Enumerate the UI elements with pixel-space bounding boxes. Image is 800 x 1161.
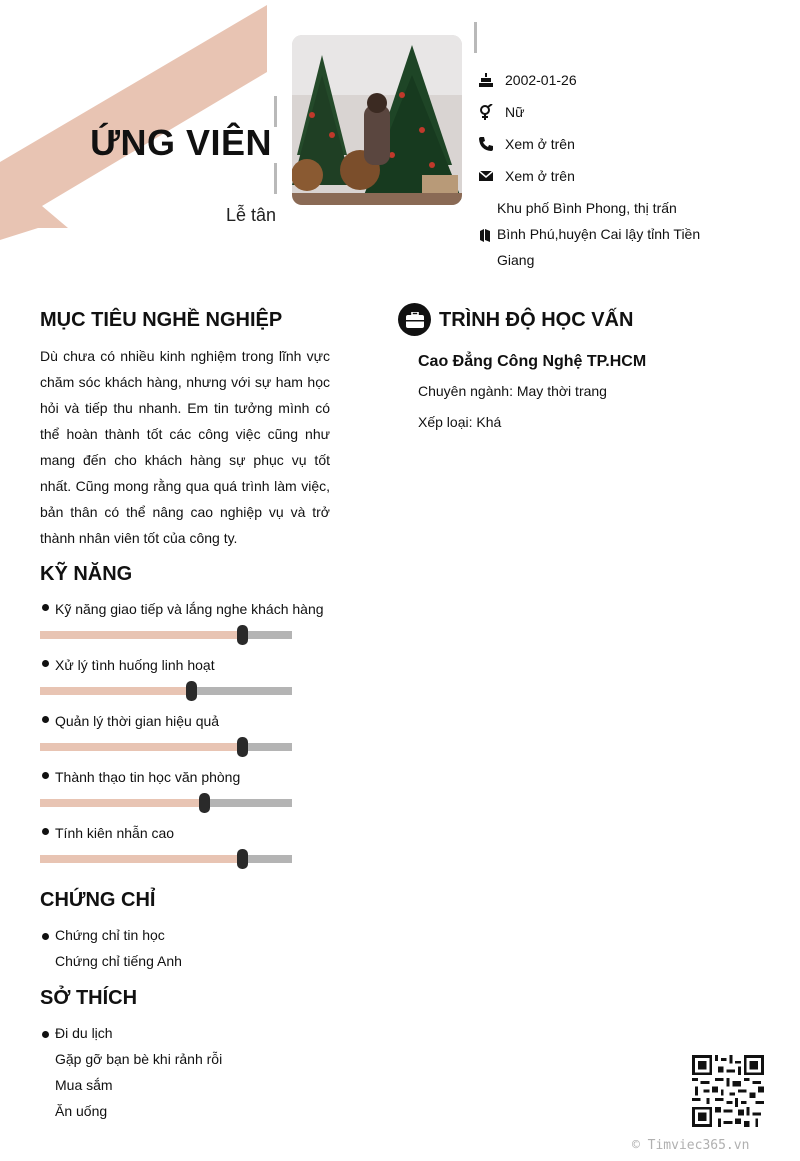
header-divider-top [274,96,277,127]
briefcase-icon [398,303,431,336]
profile-photo [292,35,462,205]
hobby-item: Gặp gỡ bạn bè khi rảnh rỗi [55,1051,223,1067]
bullet-icon [42,604,49,611]
candidate-name: ỨNG VIÊN [90,122,272,163]
email-text: Xem ở trên [505,168,575,184]
bullet-icon [42,828,49,835]
qr-code-icon [692,1055,764,1127]
header-divider-bottom [274,163,277,194]
gender-icon [478,104,494,120]
hobby-item: Ăn uống [55,1103,108,1119]
hobby-item: Mua sắm [55,1077,113,1093]
certificate-item: Chứng chỉ tiếng Anh [55,953,182,969]
skill-bar-fill [40,687,191,695]
skill-bar [40,743,292,751]
certificate-item: Chứng chỉ tin học [55,927,165,943]
skill-bar-knob [237,625,248,645]
birthday-text: 2002-01-26 [505,72,577,88]
skill-bar-fill [40,799,204,807]
skill-name: Xử lý tình huống linh hoạt [55,657,215,673]
hobbies-title: SỞ THÍCH [40,987,138,1009]
contact-email [478,168,575,184]
skill-bar [40,631,292,639]
bullet-icon [42,772,49,779]
skill-name: Tính kiên nhẫn cao [55,825,175,841]
phone-icon [478,136,494,152]
skill-bar-fill [40,855,242,863]
bullet-icon [42,660,49,667]
contact-divider [474,22,477,53]
skill-bar [40,687,292,695]
address-line-1: Khu phố Bình Phong, thị trấn [497,200,677,216]
certificates-title: CHỨNG CHỈ [40,889,156,911]
cake-icon [478,72,494,88]
contact-phone [478,136,575,152]
contact-birthday [478,72,577,88]
skills-title: KỸ NĂNG [40,563,133,585]
skill-name: Kỹ năng giao tiếp và lắng nghe khách hàng [55,601,324,617]
skill-bar [40,855,292,863]
bullet-icon [42,1031,49,1038]
skill-name: Thành thạo tin học văn phòng [55,769,241,785]
contact-gender [478,104,524,120]
bullet-icon [42,716,49,723]
education-rank: Xếp loại: Khá [418,414,502,430]
hobby-item: Đi du lịch [55,1025,113,1041]
education-school: Cao Đẳng Công Nghệ TP.HCM [418,353,647,370]
address-line-2: Bình Phú,huyện Cai lậy tỉnh Tiền [497,226,701,242]
mail-icon [478,169,494,183]
skill-bar-knob [199,793,210,813]
map-icon [480,229,490,242]
skill-bar [40,799,292,807]
address-line-3: Giang [497,252,535,268]
objective-title: MỤC TIÊU NGHỀ NGHIỆP [40,309,283,331]
education-title: TRÌNH ĐỘ HỌC VẤN [439,309,634,331]
education-major: Chuyên ngành: May thời trang [418,383,607,399]
phone-text: Xem ở trên [505,136,575,152]
header-banner [0,0,280,240]
skill-bar-fill [40,631,242,639]
skill-bar-fill [40,743,242,751]
gender-text: Nữ [505,104,525,120]
skill-name: Quản lý thời gian hiệu quả [55,713,220,729]
bullet-icon [42,933,49,940]
watermark: © Timviec365.vn [632,1138,750,1153]
objective-text: Dù chưa có nhiều kinh nghiệm trong lĩnh vực chăm sóc khách hàng, nhưng với sự ham học hỏi và tiếp thu nhanh. Em tin tưởng mình có thể hoàn thành tốt các công việc cũng như mang đến cho khách hàng sự phục vụ tốt nhất. Cũng mong rằng qua quá trình làm việc, bản thân có thể nâng cao nghiệp vụ và trở thành nhân viên tốt của công ty. [40,348,330,546]
job-position: Lễ tân [225,205,276,225]
skill-bar-knob [237,849,248,869]
skill-bar-knob [186,681,197,701]
skill-bar-knob [237,737,248,757]
